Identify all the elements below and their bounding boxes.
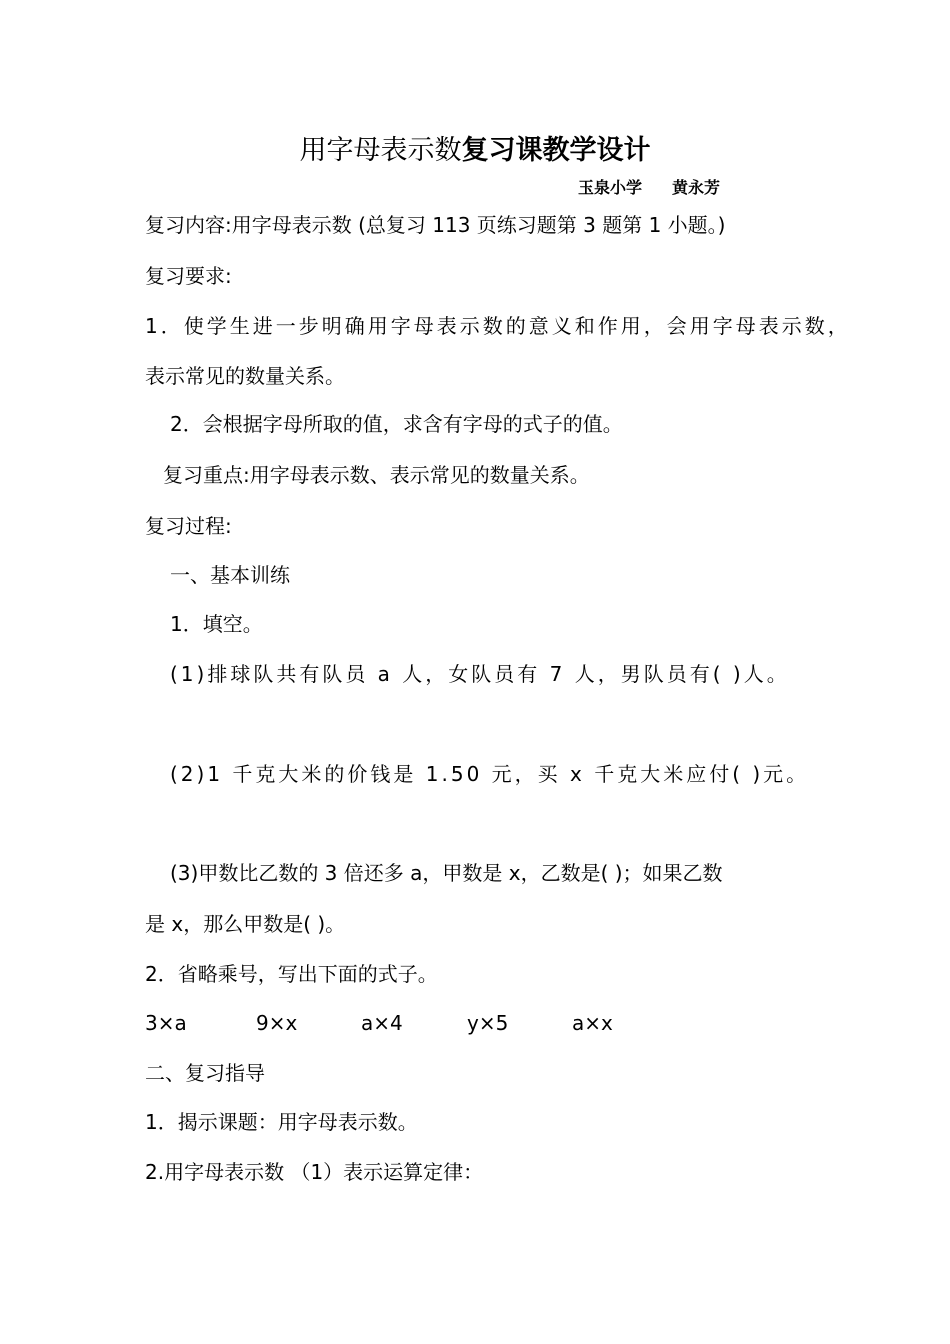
- review-process-heading: 复习过程:: [145, 514, 232, 538]
- expression-item: a×x: [572, 1011, 613, 1035]
- page-title: [0, 133, 950, 169]
- review-requirements-heading: 复习要求:: [145, 264, 232, 288]
- section-2-heading: 二、复习指导: [145, 1061, 265, 1085]
- reveal-topic: 1．揭示课题：用字母表示数。: [145, 1110, 418, 1134]
- expression-item: 3×a: [145, 1011, 187, 1035]
- section-1-heading: 一、基本训练: [170, 563, 290, 587]
- fill-blank-heading: 1．填空。: [170, 612, 263, 636]
- question-3b: 是 x，那么甲数是( )。: [145, 912, 346, 936]
- title-bold: 复习课教学设计: [461, 135, 651, 166]
- omit-multiply-heading: 2．省略乘号，写出下面的式子。: [145, 962, 438, 986]
- expression-item: y×5: [467, 1011, 509, 1035]
- review-key-point: 复习重点:用字母表示数、表示常见的数量关系。: [163, 463, 590, 487]
- author-school: 玉泉小学: [578, 178, 643, 197]
- requirement-2: 2．会根据字母所取的值，求含有字母的式子的值。: [170, 412, 623, 436]
- requirement-1a: 1．使学生进一步明确用字母表示数的意义和作用，会用字母表示数，: [145, 314, 851, 338]
- title-plain: 用字母表示数: [299, 135, 462, 166]
- letter-representation: 2.用字母表示数 （1）表示运算定律：: [145, 1160, 484, 1184]
- review-content: 复习内容:用字母表示数 (总复习 113 页练习题第 3 题第 1 小题。): [145, 213, 726, 237]
- author-name: 黄永芳: [672, 178, 721, 197]
- question-3a: (3)甲数比乙数的 3 倍还多 a，甲数是 x，乙数是( )；如果乙数: [170, 861, 723, 885]
- author-line: [578, 177, 720, 199]
- question-1: (1)排球队共有队员 a 人，女队员有 7 人，男队员有( )人。: [170, 662, 790, 686]
- expression-item: a×4: [361, 1011, 403, 1035]
- expression-item: 9×x: [256, 1011, 298, 1035]
- requirement-1b: 表示常见的数量关系。: [145, 364, 345, 388]
- question-2: (2)1 千克大米的价钱是 1.50 元，买 x 千克大米应付( )元。: [170, 762, 810, 786]
